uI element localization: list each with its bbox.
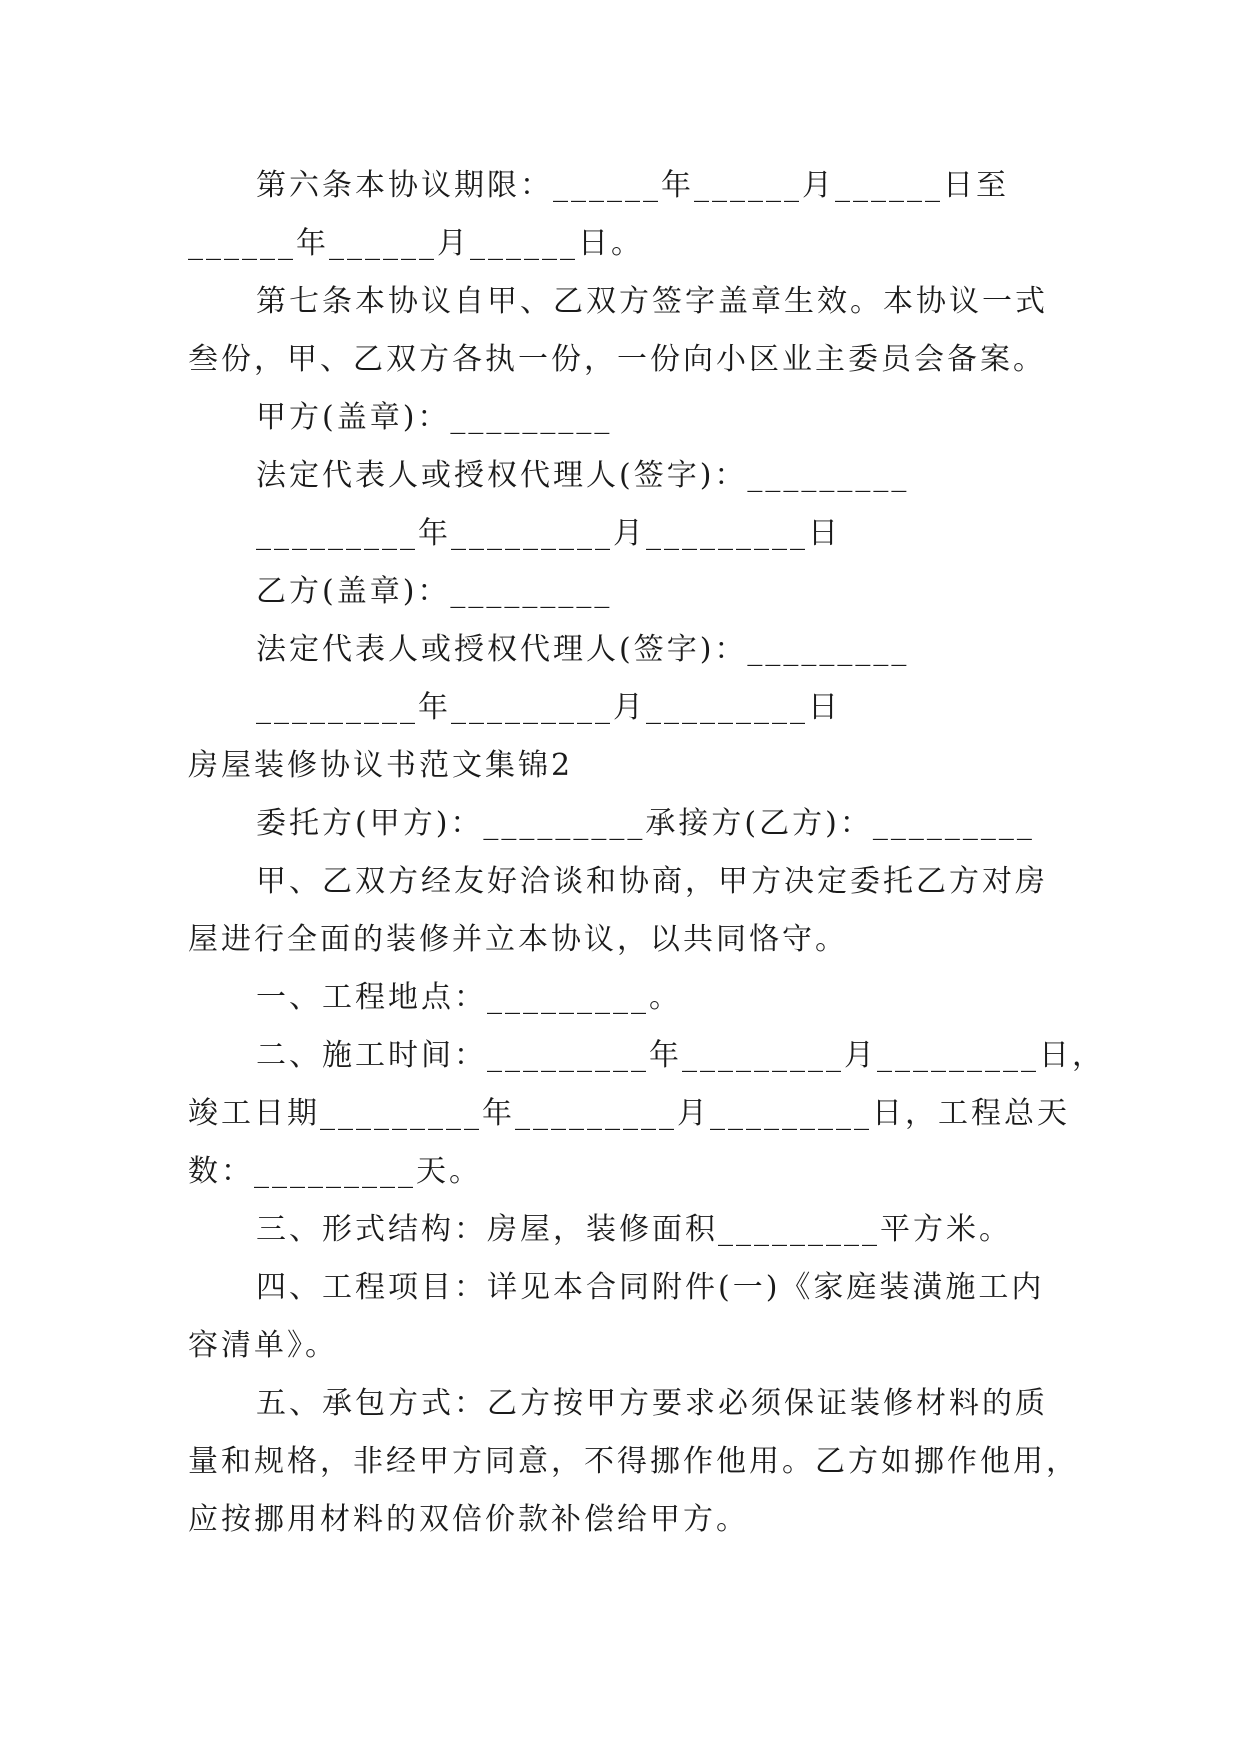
- party-b-date-line: _________年_________月_________日: [256, 690, 841, 725]
- item-four-project-line: 四、工程项目：详见本合同附件(一)《家庭装潢施工内: [256, 1270, 1045, 1305]
- party-b-seal-line: 乙方(盖章)：_________: [256, 574, 613, 609]
- item-five-contract-line-3: 应按挪用材料的双倍价款补偿给甲方。: [188, 1502, 749, 1537]
- item-five-contract-line: 五、承包方式：乙方按甲方要求必须保证装修材料的质: [256, 1386, 1048, 1421]
- party-b-representative-line: 法定代表人或授权代理人(签字)：_________: [256, 632, 910, 667]
- intro-line-continued: 屋进行全面的装修并立本协议，以共同恪守。: [188, 922, 848, 957]
- article-seven-line-continued: 叁份，甲、乙双方各执一份，一份向小区业主委员会备案。: [188, 342, 1046, 377]
- item-three-structure-line: 三、形式结构：房屋，装修面积_________平方米。: [256, 1212, 1012, 1247]
- article-six-term-line-continued: ______年______月______日。: [188, 226, 644, 261]
- item-two-days-line: 数：_________天。: [188, 1154, 482, 1189]
- party-a-representative-line: 法定代表人或授权代理人(签字)：_________: [256, 458, 910, 493]
- article-six-term-line: 第六条本协议期限：______年______月______日至: [256, 168, 1009, 203]
- item-one-location-line: 一、工程地点：_________。: [256, 980, 682, 1015]
- party-a-seal-line: 甲方(盖章)：_________: [256, 400, 613, 435]
- parties-line: 委托方(甲方)：_________承接方(乙方)：_________: [256, 806, 1035, 841]
- party-a-date-line: _________年_________月_________日: [256, 516, 841, 551]
- item-four-project-line-continued: 容清单》。: [188, 1328, 338, 1363]
- section-title: 房屋装修协议书范文集锦2: [188, 748, 574, 783]
- item-five-contract-line-2: 量和规格，非经甲方同意，不得挪作他用。乙方如挪作他用，: [188, 1444, 1079, 1479]
- article-seven-line: 第七条本协议自甲、乙双方签字盖章生效。本协议一式: [256, 284, 1048, 319]
- intro-line: 甲、乙双方经友好洽谈和协商，甲方决定委托乙方对房: [256, 864, 1048, 899]
- item-two-completion-line: 竣工日期_________年_________月_________日，工程总天: [188, 1096, 1070, 1131]
- item-two-schedule-line: 二、施工时间：_________年_________月_________日，: [256, 1038, 1105, 1073]
